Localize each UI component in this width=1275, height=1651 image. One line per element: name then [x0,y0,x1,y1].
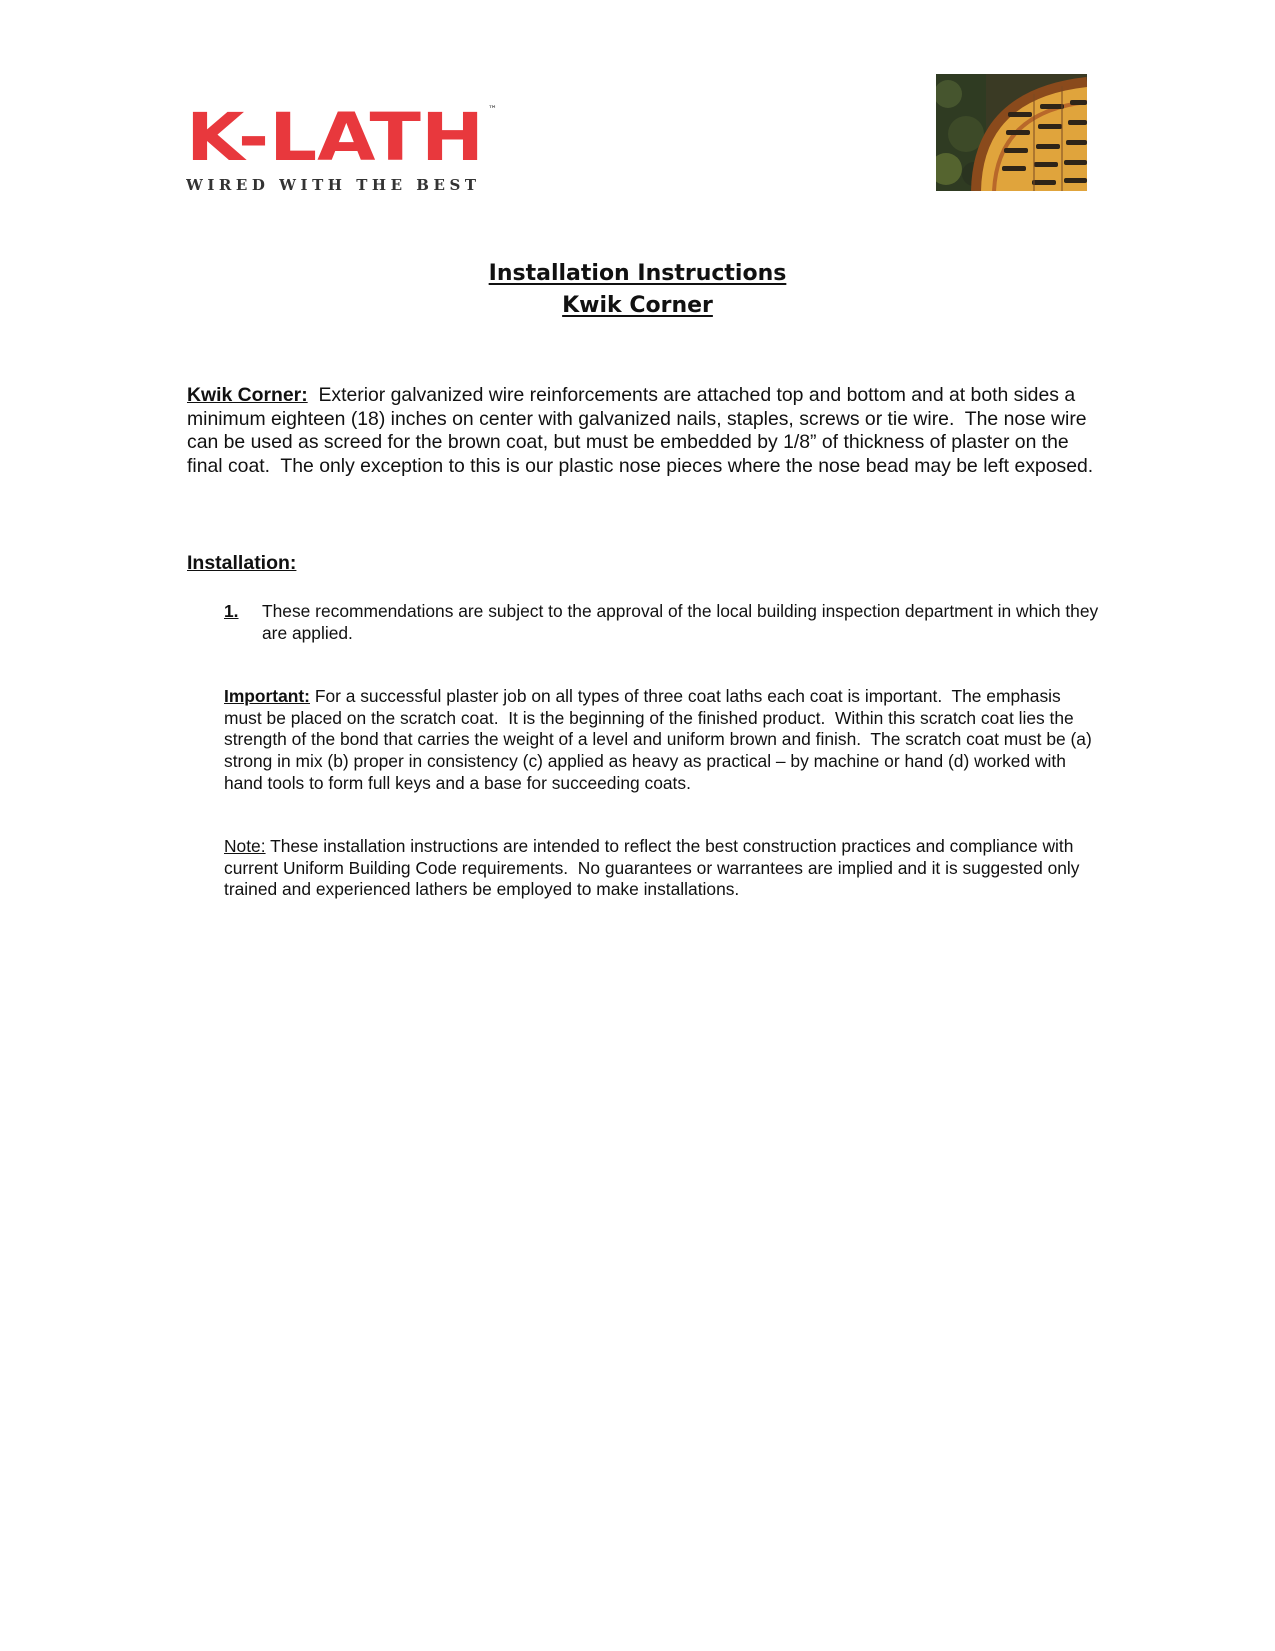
intro-text: Exterior galvanized wire reinforcements are attached top and bottom and at both sides a minimum eighteen (18) inches on center with galvanized nails, staples, screws or tie wire. The nose wire can be used as screed for the brown coat, but must be embedded by 1/8” of thickness of plaster on the final coat. The only exception to this is our plastic nose pieces where the nose bead may be left exposed. [187,384,1094,478]
important-paragraph [224,686,1097,795]
logo-wordmark: K-LATH [186,102,484,176]
k-lath-logo [186,102,506,198]
important-text: For a successful plaster job on all types of three coat laths each coat is important. The emphasis must be placed on the scratch coat. It is the beginning of the finished product. Within this scratch coat lies the strength of the bond that carries the weight of a level and uniform brown and finish. The scratch coat must be (a) strong in mix (b) proper in consistency (c) applied as heavy as practical – by machine or hand (d) worked with hand tools to form full keys and a base for succeeding coats. [224,686,1097,793]
note-label: Note: [224,836,266,856]
wire-lath-arch-photo [936,74,1087,191]
logo-tagline: WIRED WITH THE BEST [186,176,476,194]
intro-paragraph [187,384,1097,479]
note-paragraph [224,836,1094,901]
note-text: These installation instructions are intended to reflect the best construction practices and compliance with current Uniform Building Code requirements. No guarantees or warrantees are implied and it is suggested only trained and experienced lathers be employed to make installations. [224,836,1085,900]
installation-heading: Installation: [187,552,297,574]
logo-trademark: ™ [488,105,497,115]
list-item-number: 1. [224,601,239,621]
title-line-1: Installation Instructions [488,261,787,286]
list-item-text: These recommendations are subject to the approval of the local building inspection department in which they are applied. [262,601,1099,643]
intro-label: Kwik Corner: [187,384,308,406]
document-title [0,258,1275,322]
title-line-2: Kwik Corner [562,293,713,318]
important-label: Important: [224,686,310,706]
